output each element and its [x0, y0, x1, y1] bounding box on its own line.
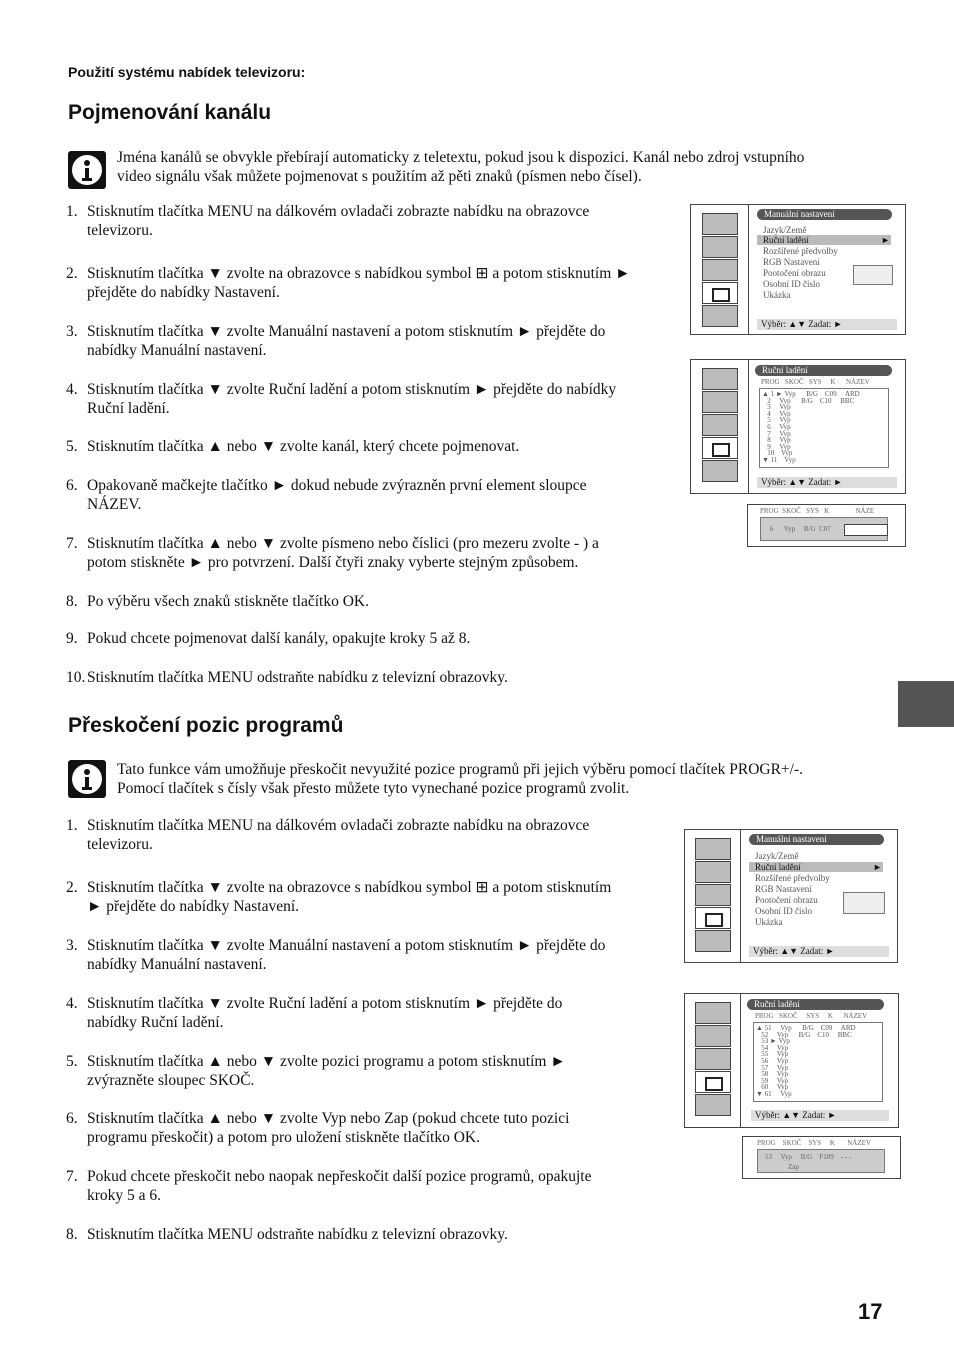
menu-item: RGB Nastavení [755, 884, 812, 894]
sound-icon [695, 1025, 731, 1047]
skip-edit-row [742, 1136, 901, 1179]
step-text: přejděte do nabídky Nastavení. [87, 284, 280, 301]
menu-icon-bar [690, 359, 750, 494]
step-text: zvýrazněte sloupec SKOČ. [87, 1072, 255, 1089]
features-icon [695, 884, 731, 906]
menu-title: Ruční ladění [747, 999, 884, 1010]
tuning-row: 59 Vyp [756, 1076, 789, 1085]
step-text: televizoru. [87, 222, 153, 239]
step-text: Stisknutím tlačítka ▼ zvolte Manuální nastavení a potom stisknutím ► přejděte do [87, 937, 606, 954]
step-number: 9. [66, 630, 78, 647]
tuning-row: 57 Vyp [756, 1063, 789, 1072]
tuning-header: PROG SKOČ SYS K NÁZEV [757, 1139, 871, 1147]
step-text: ► přejděte do nabídky Nastavení. [87, 898, 300, 915]
step-number: 7. [66, 535, 78, 552]
step-text: kroky 5 a 6. [87, 1187, 162, 1204]
tuning-row: 2 Vyp B/G C10 BBC [762, 396, 855, 405]
name-edit-row [747, 504, 906, 547]
features-icon [702, 414, 738, 436]
step-number: 3. [66, 937, 78, 954]
features-icon [695, 1048, 731, 1070]
preset-icon [695, 1094, 731, 1116]
tuning-row: 56 Vyp [756, 1057, 789, 1065]
tuning-row: 8 Vyp [762, 436, 791, 445]
section2-title: Přeskočení pozic programů [68, 714, 344, 737]
arrow-right-icon: ► [881, 235, 890, 245]
menu-icon-bar [684, 993, 742, 1128]
manual-setup-menu [740, 829, 898, 963]
menu-title: Manuální nastavení [749, 834, 884, 845]
tuning-row: 5 Vyp [762, 416, 791, 425]
step-text: nabídky Ruční ladění. [87, 1014, 224, 1031]
menu-item: Pootočení obrazu [763, 268, 826, 278]
menu-footer: Výběr: ▲▼ Zadat: ► [757, 319, 897, 330]
step-text: Stisknutím tlačítka MENU odstraňte nabídku z televizní obrazovky. [87, 1226, 508, 1243]
sound-icon [702, 391, 738, 413]
step-number: 4. [66, 381, 78, 398]
picture-icon [702, 213, 738, 235]
tuning-row: 6 Vyp B/G C07 [770, 525, 831, 533]
menu-item: Pootočení obrazu [755, 895, 818, 905]
manual-tuning-menu [748, 359, 906, 494]
tuning-row: 55 Vyp [756, 1050, 789, 1059]
menu-item: Ukázka [755, 917, 783, 927]
step-text: nabídky Manuální nastavení. [87, 956, 267, 973]
tuning-row: ▲ 51 Vyp B/G C09 ARD [756, 1024, 856, 1032]
step-number: 6. [66, 477, 78, 494]
section1-intro: Jména kanálů se obvykle přebírají automaticky z teletextu, pokud jsou k dispozici. Kanál nebo zdroj vstupního video signálu však můžete pojmenovat s použitím až pěti znaků (písmen nebo čísel). [117, 149, 805, 185]
section2-intro: Tato funkce vám umožňuje přeskočit nevyužité pozice programů při jejich výběru pomocí tlačítek PROGR+/-. Pomocí tlačítek s čísly však přesto můžete tyto vynechané pozice programů zvolit. [117, 761, 804, 797]
menu-footer: Výběr: ▲▼ Zadat: ► [757, 477, 897, 488]
page-number: 17 [858, 1299, 883, 1324]
menu-item: Ruční ladění [755, 862, 801, 872]
step-number: 6. [66, 1110, 78, 1127]
tuning-row: ▼ 11 Vyp [762, 456, 796, 464]
manual-tuning-menu [740, 993, 899, 1128]
tuning-row: 53 ► Vyp [756, 1037, 790, 1046]
page-header: Použití systému nabídek televizoru: [68, 64, 306, 80]
step-number: 2. [66, 879, 78, 896]
step-number: 5. [66, 1053, 78, 1070]
tuning-row: 10 Vyp [762, 449, 793, 458]
step-number: 8. [66, 593, 78, 610]
menu-item: Ruční ladění [763, 235, 809, 245]
step-text: Opakovaně mačkejte tlačítko ► dokud nebude zvýrazněn první element sloupce [87, 477, 587, 494]
info-icon [68, 760, 106, 798]
step-text: Stisknutím tlačítka ▼ zvolte Ruční ladění a potom stisknutím ► přejděte do [87, 995, 563, 1012]
step-text: Pokud chcete přeskočit nebo naopak nepřeskočit další pozice programů, opakujte [87, 1168, 592, 1185]
features-icon [702, 259, 738, 281]
step-text: potom stiskněte ► pro potvrzení. Další čtyři znaky vyberte stejným způsobem. [87, 554, 579, 571]
tuning-row: ▲ 1 ► Vyp B/G C09 ARD [762, 390, 860, 398]
step-text: Po výběru všech znaků stiskněte tlačítko OK. [87, 593, 369, 610]
preset-icon [695, 930, 731, 952]
step-number: 5. [66, 438, 78, 455]
step-text: Stisknutím tlačítka MENU na dálkovém ovladači zobrazte nabídku na obrazovce [87, 817, 590, 834]
step-text: Stisknutím tlačítka ▼ zvolte Manuální nastavení a potom stisknutím ► přejděte do [87, 323, 606, 340]
tuning-header: PROG SKOČ SYS K NÁZEV [761, 378, 870, 386]
manual-setup-menu [748, 204, 906, 335]
step-text: Stisknutím tlačítka MENU na dálkovém ovladači zobrazte nabídku na obrazovce [87, 203, 590, 220]
step-text: Stisknutím tlačítka MENU odstraňte nabídku z televizní obrazovky. [87, 669, 508, 686]
step-number: 1. [66, 817, 78, 834]
tuning-row: 3 Vyp [762, 403, 791, 412]
tuning-rows [753, 1022, 883, 1102]
tuning-row: 9 Vyp [762, 442, 791, 451]
tuning-header: PROG SKOČ SYS K NÁZEV [755, 1012, 868, 1020]
step-text: Stisknutím tlačítka ▲ nebo ▼ zvolte pozici programu a potom stisknutím ► [87, 1053, 566, 1070]
arrow-right-icon: ► [873, 862, 882, 872]
step-text: Stisknutím tlačítka ▼ zvolte na obrazovce s nabídkou symbol ⊞ a potom stisknutím ► [87, 265, 631, 282]
step-text: nabídky Manuální nastavení. [87, 342, 267, 359]
step-text: Stisknutím tlačítka ▲ nebo ▼ zvolte Vyp nebo Zap (pokud chcete tuto pozici [87, 1110, 570, 1127]
step-text: Stisknutím tlačítka ▼ zvolte na obrazovce s nabídkou symbol ⊞ a potom stisknutím [87, 879, 612, 896]
tuning-row: 54 Vyp [756, 1043, 789, 1052]
tuning-rows [759, 388, 889, 468]
tuning-row: 60 Vyp [756, 1083, 789, 1092]
menu-footer: Výběr: ▲▼ Zadat: ► [751, 1110, 889, 1121]
step-text: Stisknutím tlačítka ▲ nebo ▼ zvolte kanál, který chcete pojmenovat. [87, 438, 520, 455]
step-number: 7. [66, 1168, 78, 1185]
info-icon [68, 151, 106, 189]
tuning-row: 53 Vyp B/G F189 - - - [765, 1153, 852, 1161]
sound-icon [702, 236, 738, 258]
picture-icon [695, 1002, 731, 1024]
tuning-header: PROG SKOČ SYS K NÁZE [760, 507, 875, 515]
tuning-row: 7 Vyp [762, 429, 791, 438]
section-tab [898, 681, 954, 727]
tuning-row: 6 Vyp [762, 423, 791, 431]
menu-item: Jazyk/Země [755, 851, 799, 861]
step-text: Ruční ladění. [87, 400, 170, 417]
preset-icon [702, 305, 738, 327]
step-number: 1. [66, 203, 78, 220]
step-number: 2. [66, 265, 78, 282]
tuning-row: 4 Vyp [762, 409, 791, 418]
step-text: Stisknutím tlačítka ▲ nebo ▼ zvolte písmeno nebo číslici (pro mezeru zvolte - ) a [87, 535, 599, 552]
menu-title: Ruční ladění [755, 365, 892, 376]
step-number: 10. [66, 669, 86, 686]
step-text: televizoru. [87, 836, 153, 853]
setup-icon [695, 907, 731, 929]
menu-item: RGB Nastavení [763, 257, 820, 267]
menu-item: Jazyk/Země [763, 225, 807, 235]
menu-item: Ukázka [763, 290, 791, 300]
tuning-row: 58 Vyp [756, 1070, 789, 1079]
setup-icon [702, 437, 738, 459]
menu-item: Rozšířené předvolby [755, 873, 830, 883]
zap-option: Zap [788, 1163, 799, 1171]
step-text: NÁZEV. [87, 496, 142, 513]
menu-item: Rozšířené předvolby [763, 246, 838, 256]
sound-icon [695, 861, 731, 883]
step-text: Pokud chcete pojmenovat další kanály, opakujte kroky 5 až 8. [87, 630, 471, 647]
menu-item: Osobní ID číslo [763, 279, 820, 289]
preset-icon [702, 460, 738, 482]
setup-icon [695, 1071, 731, 1093]
picture-icon [695, 838, 731, 860]
step-number: 4. [66, 995, 78, 1012]
menu-item: Osobní ID číslo [755, 906, 812, 916]
tuning-row: 52 Vyp B/G C10 BBC [756, 1030, 852, 1039]
step-number: 3. [66, 323, 78, 340]
menu-title: Manuální nastavení [757, 209, 892, 220]
menu-footer: Výběr: ▲▼ Zadat: ► [749, 946, 889, 957]
step-text: programu přeskočit) a potom pro uložení stiskněte tlačítko OK. [87, 1129, 481, 1146]
setup-icon [702, 282, 738, 304]
menu-icon-bar [690, 204, 750, 335]
picture-icon [702, 368, 738, 390]
menu-icon-bar [684, 829, 742, 963]
step-number: 8. [66, 1226, 78, 1243]
tuning-row: ▼ 61 Vyp [756, 1090, 792, 1098]
step-text: Stisknutím tlačítka ▼ zvolte Ruční ladění a potom stisknutím ► přejděte do nabídky [87, 381, 617, 398]
section1-title: Pojmenování kanálu [68, 101, 272, 124]
